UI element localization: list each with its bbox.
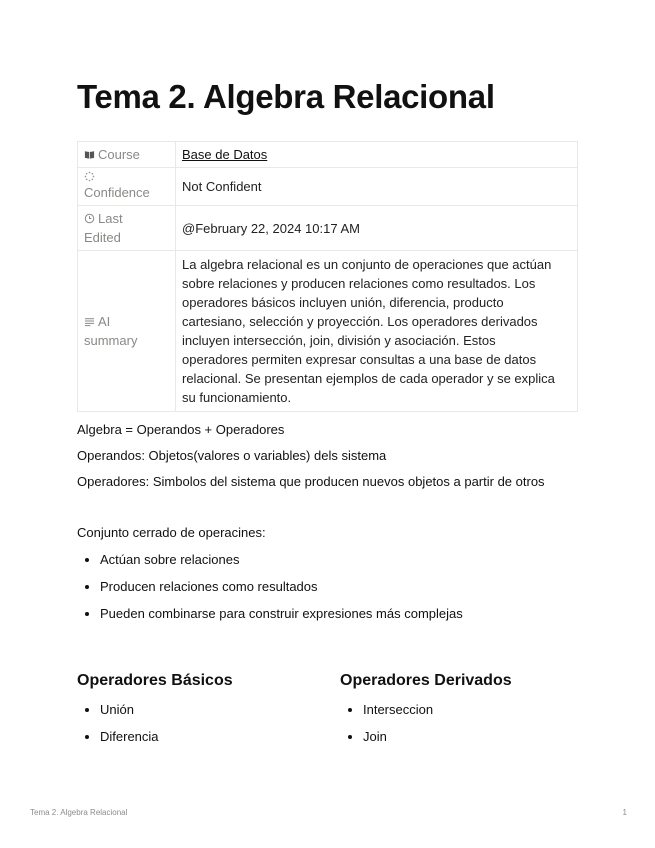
paragraph-operandos: Operandos: Objetos(valores o variables) dels sistema bbox=[77, 448, 387, 463]
derived-operators-heading: Operadores Derivados bbox=[340, 672, 512, 689]
property-row-ai-summary bbox=[78, 251, 578, 412]
summary-line: cartesiano, selección y proyección. Los operadores derivados bbox=[182, 314, 538, 329]
list-item: Interseccion bbox=[340, 700, 433, 727]
summary-line: operadores básicos incluyen unión, diferencia, producto bbox=[182, 295, 504, 310]
summary-line: operadores permiten expresar consultas a una base de datos bbox=[182, 352, 537, 367]
clock-icon bbox=[84, 213, 95, 224]
list-item: Unión bbox=[77, 700, 159, 727]
property-value-last-edited: @February 22, 2024 10:17 AM bbox=[176, 206, 578, 251]
summary-line: sobre relaciones y producen relaciones como resultados. Los bbox=[182, 276, 536, 291]
list-item: Pueden combinarse para construir expresiones más complejas bbox=[77, 604, 463, 631]
paragraph-operadores: Operadores: Simbolos del sistema que producen nuevos objetos a partir de otros bbox=[77, 474, 545, 489]
list-item: Producen relaciones como resultados bbox=[77, 577, 463, 604]
summary-line: La algebra relacional es un conjunto de operaciones que actúan bbox=[182, 257, 552, 272]
loading-icon bbox=[84, 171, 95, 182]
paragraph-algebra: Algebra = Operandos + Operadores bbox=[77, 422, 285, 437]
property-key-confidence: Confidence bbox=[78, 168, 176, 206]
property-value-ai-summary bbox=[176, 251, 578, 412]
property-row-course bbox=[78, 142, 578, 168]
footer-page-number: 1 bbox=[622, 808, 627, 817]
property-value-confidence[interactable]: Not Confident bbox=[176, 168, 578, 206]
list-item: Actúan sobre relaciones bbox=[77, 550, 463, 577]
summary-line: incluyen intersección, join, división y asociación. Estos bbox=[182, 333, 496, 348]
closed-set-heading: Conjunto cerrado de operacines: bbox=[77, 525, 266, 540]
list-item: Diferencia bbox=[77, 727, 159, 754]
property-row-confidence bbox=[78, 168, 578, 206]
lines-icon bbox=[84, 316, 95, 327]
closed-set-list bbox=[77, 550, 463, 631]
properties-table bbox=[77, 141, 578, 412]
property-key-course: Course bbox=[78, 142, 176, 168]
book-icon bbox=[84, 149, 95, 160]
basic-operators-heading: Operadores Básicos bbox=[77, 672, 233, 689]
property-key-last-edited: Last Edited bbox=[78, 206, 176, 251]
list-item: Join bbox=[340, 727, 433, 754]
property-key-ai-summary: AI summary bbox=[78, 251, 176, 412]
property-value-course[interactable]: Base de Datos bbox=[176, 142, 578, 168]
footer-title: Tema 2. Algebra Relacional bbox=[30, 808, 128, 817]
summary-line: su funcionamiento. bbox=[182, 390, 292, 405]
derived-operators-list bbox=[340, 700, 433, 754]
property-row-last-edited bbox=[78, 206, 578, 251]
summary-line: relacional. Se presentan ejemplos de cada operador y se explica bbox=[182, 371, 555, 386]
basic-operators-list bbox=[77, 700, 159, 754]
page-title: Tema 2. Algebra Relacional bbox=[77, 78, 495, 115]
